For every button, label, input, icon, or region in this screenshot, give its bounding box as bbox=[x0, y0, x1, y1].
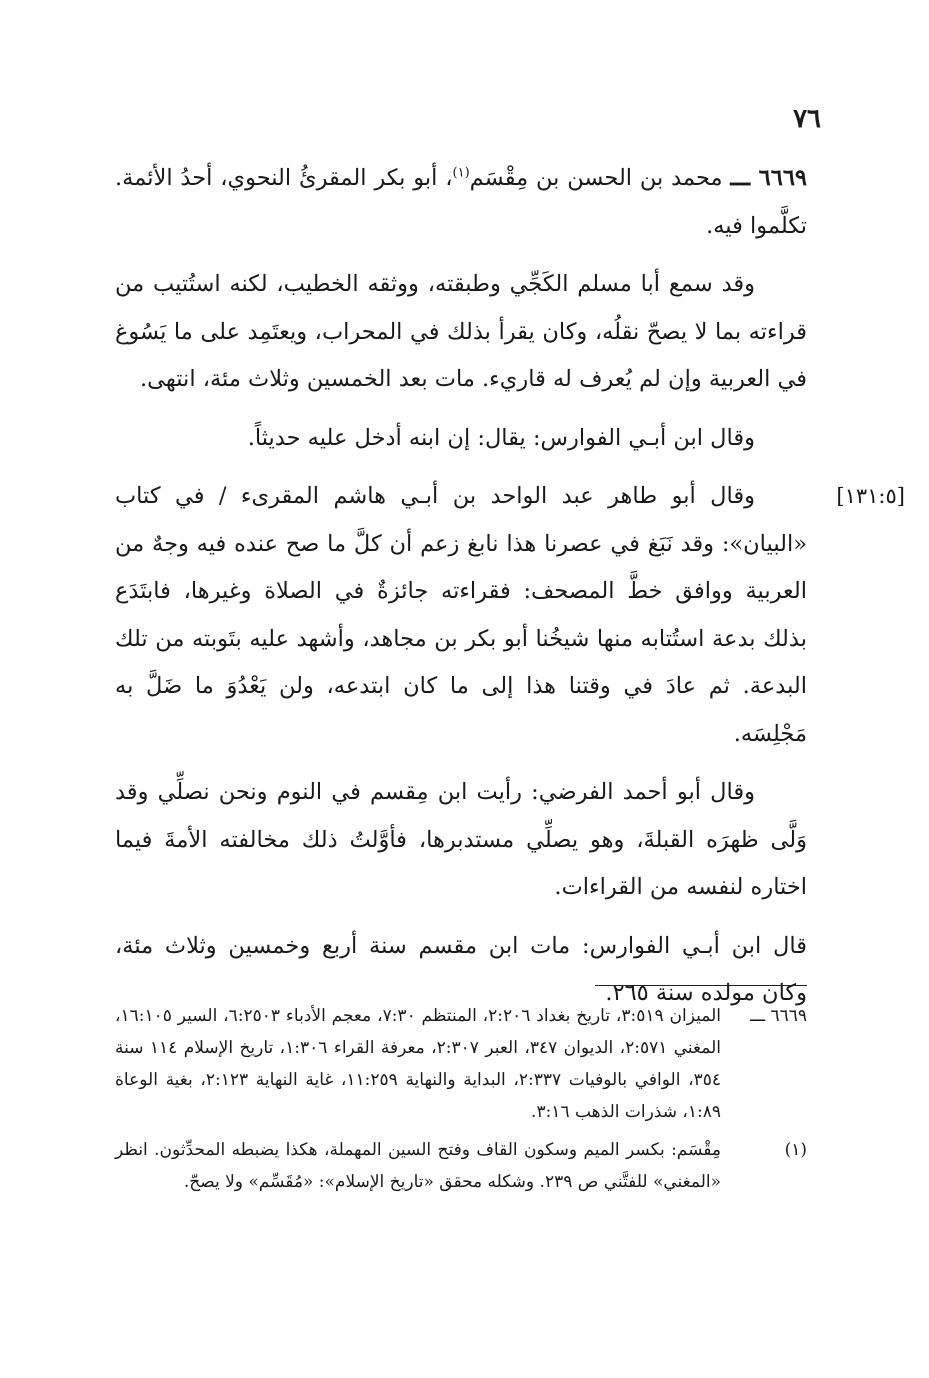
paragraph-4: وقال أبو أحمد الفرضي: رأيت ابن مِقسم في النوم ونحن نصلِّي وقد وَلَّى ظهرَه القبلةَ، وهو يصلِّي مستدبرها، فأوَّلتُ ذلك مخالفته الأمةَ فيما اختاره لنفسه من القراءات. bbox=[115, 779, 807, 900]
footnote-1-text: مِقْسَم: بكسر الميم وسكون القاف وفتح السين المهملة، هكذا يضبطه المحدِّثون. انظر «المغني» للفتَّني ص ٢٣٩. وشكله محقق «تاريخ الإسلام»: «مُقَسِّم» ولا يصحّ. bbox=[115, 1140, 721, 1192]
entry-heading bbox=[115, 155, 807, 250]
paragraph-2: وقال ابن أبـي الفوارس: يقال: إن ابنه أدخل عليه حديثاً. bbox=[247, 424, 755, 451]
paragraph-3: وقال أبو طاهر عبد الواحد بن أبـي هاشم المقرىء / في كتاب «البيان»: وقد نَبَغ في عصرنا هذا نابغ زعم أن كلَّ ما صح عنده فيه وجهٌ من العربية ووافق خطَّ المصحف: فقراءته جائزةٌ في الصلاة وغيرها، فابتَدَع بذلك بدعة استُتابه منها شيخُنا أبو بكر بن مجاهد، وأشهد عليه بتَوبته من تلك البدعة. ثم عادَ في وقتنا هذا إلى ما كان ابتدعه، ولن يَعْدُوَ ما ضَلَّ به مَجْلِسَه. bbox=[115, 483, 807, 747]
footnote-ref[interactable]: (١) bbox=[452, 165, 470, 181]
margin-reference: [١٣١:٥] bbox=[836, 484, 905, 508]
paragraph-3-wrapper bbox=[115, 473, 905, 758]
footnote-1-label: (١) bbox=[784, 1140, 807, 1160]
paragraph-1: وقد سمع أبا مسلم الكَجِّي وطبقته، ووثقه الخطيب، لكنه استُتيب من قراءته بما لا يصحّ نقلُه، وكان يقرأ بذلك في المحراب، ويعتَمِد على ما يَسُوغ في العربية وإن لم يُعرف له قاريء. مات بعد الخمسين وثلاث مئة، انتهى. bbox=[115, 271, 807, 392]
main-text bbox=[115, 155, 905, 1029]
entry-description: ، أبو بكر المقرئُ النحوي، أحدُ الأئمة. تكلَّموا فيه. bbox=[115, 165, 807, 239]
paragraph-5: قال ابن أبـي الفوارس: مات ابن مقسم سنة أربع وخمسين وثلاث مئة، وكان مولده سنة ٢٦٥. bbox=[115, 932, 807, 1006]
entry-number: ٦٦٦٩ ـــ bbox=[730, 165, 807, 191]
footnote-sources-label: ٦٦٦٩ ـــ bbox=[750, 1006, 807, 1026]
page-number: ٧٦ bbox=[793, 104, 821, 134]
footnote-1 bbox=[115, 1134, 807, 1198]
footnotes bbox=[115, 1000, 807, 1204]
footnote-sources bbox=[115, 1000, 807, 1128]
entry-name: محمد بن الحسن بن مِقْسَم bbox=[469, 165, 723, 191]
footnote-sources-text: الميزان ٣:٥١٩، تاريخ بغداد ٢:٢٠٦، المنتظم ٧:٣٠، معجم الأدباء ٦:٢٥٠٣، السير ١٦:١٠٥، المغني ٢:٥٧١، الديوان ٣٤٧، العبر ٢:٣٠٧، معرفة القراء ١:٣٠٦، تاريخ الإسلام ١١٤ سنة ٣٥٤، الوافي بالوفيات ٢:٣٣٧، البداية والنهاية ١١:٢٥٩، غاية النهاية ٢:١٢٣، بغية الوعاة ١:٨٩، شذرات الذهب ٣:١٦. bbox=[115, 1006, 722, 1122]
footnote-divider bbox=[595, 985, 807, 986]
